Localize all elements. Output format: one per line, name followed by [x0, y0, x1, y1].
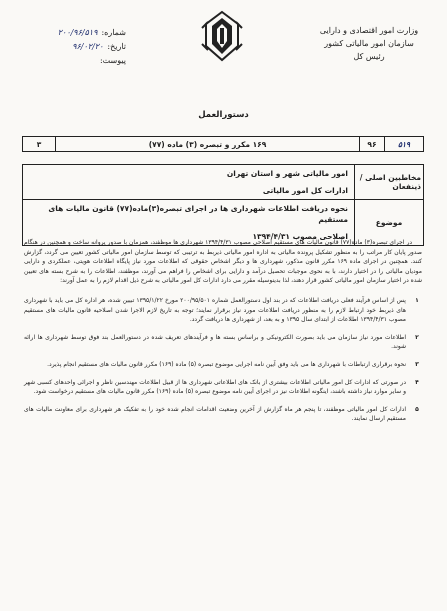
reference-strip [22, 136, 424, 152]
list-item [24, 378, 422, 397]
letter-number-value: ۲۰۰/۹۶/۵۱۹ [57, 28, 98, 37]
addressee-label: مخاطبین اصلی / ذینفعان [354, 165, 423, 199]
emblem-icon [198, 10, 246, 62]
legal-reference: ۱۶۹ مکرر و تبصره (۳) ماده (۷۷) [55, 137, 359, 151]
addressee-values [23, 165, 354, 199]
meta-attachment-row [26, 54, 126, 68]
item-number: ۲ [415, 333, 419, 341]
meta-label: پیوست: [99, 56, 126, 65]
subject-label: موضوع [354, 200, 423, 245]
item-text: اطلاعات مورد نیاز سازمان می باید بصورت الکترونیکی و براساس بسته ها و فرآیندهای تعریف شده در دستورالعمل بند فوق توسط شهرداری ها ارائه شوند. [24, 333, 406, 351]
item-number: ۳ [415, 360, 419, 368]
item-text: ادارات کل امور مالیاتی موظفند، تا پنجم هر ماه گزارش از آخرین وضعیت اقدامات انجام شده خود را به تفکیک هر شهرداری برای معاونت مالیات های مستقیم ارسال نمایند. [24, 405, 406, 423]
letter-date-value: ۹۶/۰۲/۲۰ [72, 42, 104, 51]
list-item [24, 360, 422, 370]
meta-label: شماره: [101, 28, 126, 37]
meta-label: تاریخ: [107, 42, 126, 51]
intro-paragraph: در اجرای تبصره(۳) ماده(۷۷) قانون مالیات های مستقیم اصلاحی مصوب ۱۳۹۴/۴/۳۱ شهرداری ها موظفند، همزمان با صدور پروانه ساخت و همچنین در هنگام صدور پایان کار مراتب را به منظور تشکیل پرونده مالیاتی به اداره امور مالیاتی ذیربط به ترتیبی که توسط سازمان امور مالیاتی کشور تعیین می گردد، گزارش کنند. همچنین در اجرای ماده ۱۶۹ مکرر قانون مذکور، شهرداری ها و دیگر اشخاص حقوقی که اطلاعات مورد نیاز پایگاه اطلاعات هویتی، عملکردی و دارایی مودیان مالیاتی را در اختیار دارند، با به نحوی موجبات تحصیل درآمد و دارایی برای اشخاص را فراهم می آورند، موظفند، اطلاعات را به شرح بسته های تعیین شده در اختیار سازمان امور مالیاتی کشور قرار دهند، لذا بدینوسیله مقرر می دارد ادارات کل امور مالیاتی به شرح ذیل اقدام لازم را به عمل آورند: [24, 239, 422, 285]
addressee-line: امور مالیاتی شهر و استان تهران [226, 169, 348, 178]
strip-end-code: ۳ [36, 139, 42, 149]
ministry-header [309, 24, 429, 63]
subject-line: اصلاحی مصوب ۱۳۹۴/۴/۳۱ [252, 232, 348, 241]
list-item [24, 296, 422, 325]
list-item [24, 405, 422, 424]
head-title-line: رئیس کل [353, 52, 385, 61]
info-table [22, 164, 424, 246]
item-number: ۴ [415, 378, 419, 386]
meta-date-row [26, 40, 126, 54]
organization-line: سازمان امور مالیاتی کشور [324, 39, 414, 48]
item-number: ۵ [415, 405, 419, 413]
list-item [24, 333, 422, 352]
item-text: نحوه برقراری ارتباطات با شهرداری ها می باید وفق آیین نامه اجرایی موضوع تبصره (۵) ماده (۱۶۹) مکرر قانون مالیات های مستقیم انجام پذیرد. [47, 360, 406, 368]
document-body [24, 238, 422, 432]
directive-year: ۹۶ [359, 137, 384, 151]
item-text: در صورتی که ادارات کل امور مالیاتی اطلاعات بیشتری از بانک های اطلاعاتی شهرداری ها از قبیل اطلاعات مهندسین ناظر و اجرائی واحدهای کسبی شهر و سایر موارد نیاز داشته باشند، اینگونه اطلاعات نیز در اجرای آیین نامه موضوع تبصره (۵) ماده (۱۶۹) مکرر قانون مالیات های مستقیم درخواست شود. [24, 378, 406, 396]
ministry-line: وزارت امور اقتصادی و دارایی [319, 26, 419, 35]
directive-number: ۵۱۹ [384, 137, 423, 151]
addressee-row [23, 165, 423, 200]
subject-line: نحوه دریافت اطلاعات شهرداری ها در اجرای تبصره(۳)ماده(۷۷) قانون مالیات های مستقیم [48, 204, 348, 224]
addressee-line: ادارات کل امور مالیاتی [262, 186, 348, 195]
item-text: پس از اساس فرآیند فعلی دریافت اطلاعات که در بند اول دستورالعمل شماره ۲۰۰/۹۵/۵۰۱ مورخ ۱۳۹۵/۱/۲۲ تبیین شده، هر اداره کل می باید با شهرداری های ذیربط خود ارتباط لازم را به منظور دریافت اطلاعات مورد نیاز برقرار نمایند؛ توجه به تاریخ لازم الاجرا شدن اصلاحیه قانون مالیات های مستقیم مصوب ۱۳۹۴/۴/۳۱ اطلاعات از ابتدای سال ۱۳۹۵ و به بعد، از شهرداری ها دریافت گردد. [24, 296, 406, 324]
meta-number-row [26, 26, 126, 40]
document-title: دستورالعمل [198, 110, 249, 120]
item-number: ۱ [415, 296, 419, 304]
letter-meta [26, 26, 126, 68]
